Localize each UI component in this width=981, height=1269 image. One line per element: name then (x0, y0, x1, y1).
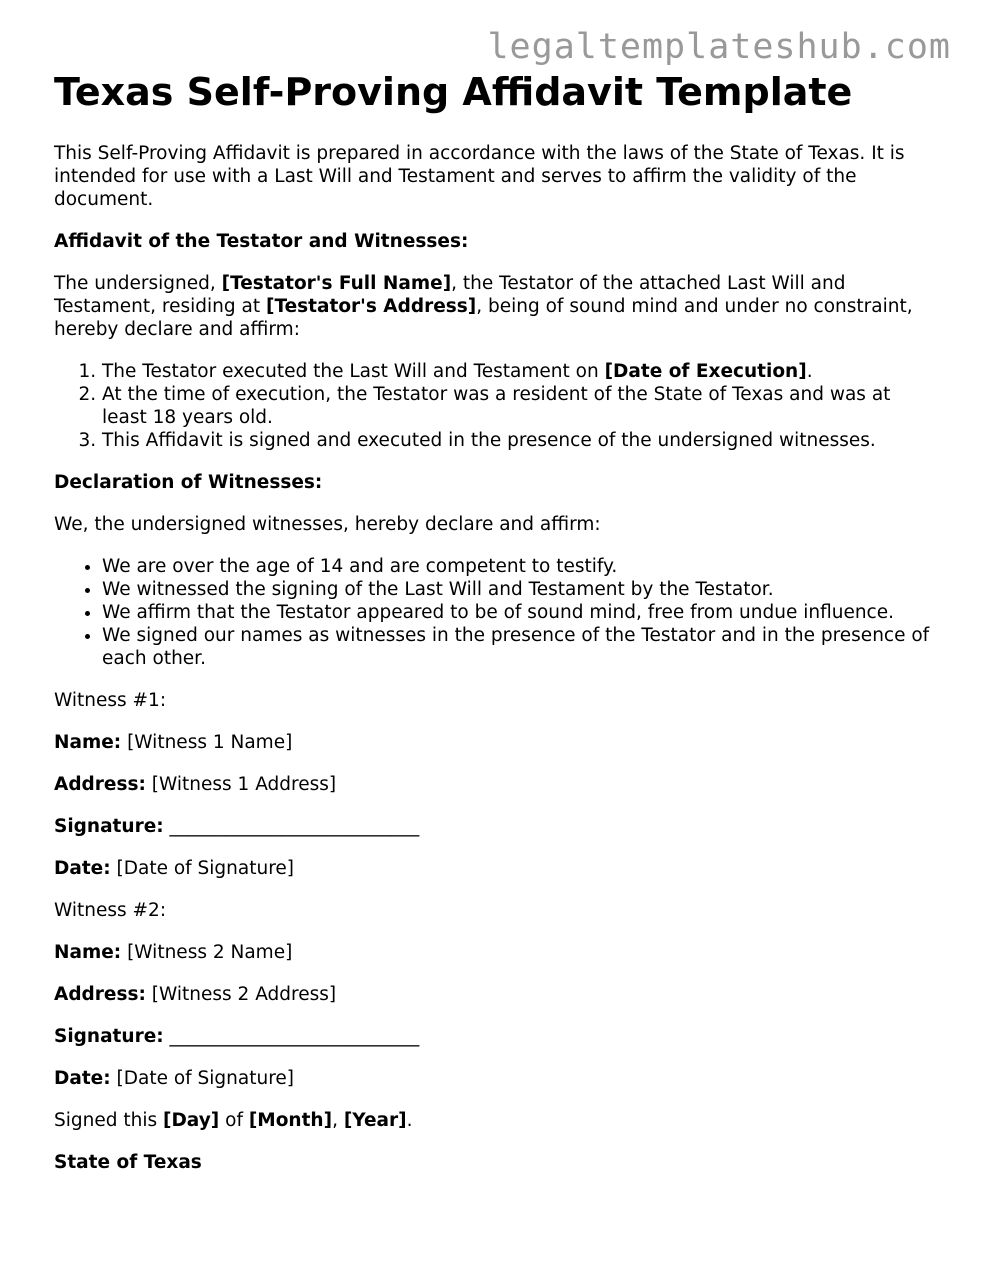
year-placeholder: [Year] (343, 1110, 407, 1131)
date-of-execution-placeholder: [Date of Execution] (604, 361, 807, 382)
affidavit-heading: Affidavit of the Testator and Witnesses: (54, 231, 469, 252)
witness-2-date-label: Date: (54, 1068, 111, 1089)
witnesses-bullet-1: • We are over the age of 14 and are competent to testify. (102, 555, 934, 578)
witness-1-address-value: [Witness 1 Address] (145, 774, 337, 795)
witness-1-name-value: [Witness 1 Name] (121, 732, 293, 753)
witness-1-date-value: [Date of Signature] (110, 858, 295, 879)
document-page (54, 70, 934, 1193)
affidavit-item-3: 3. This Affidavit is signed and executed in the presence of the undersigned witnesses. (102, 429, 934, 452)
affidavit-item-1-text: The Testator executed the Last Will and Testament on (102, 361, 605, 382)
witness-1-label: Witness #1: (54, 690, 167, 711)
signed-line (54, 1109, 934, 1132)
testator-address-placeholder: [Testator's Address] (265, 296, 477, 317)
witnesses-bullet-2: • We witnessed the signing of the Last Will and Testament by the Testator. (102, 578, 934, 601)
signed-of: of (219, 1110, 249, 1131)
witness-2-name-label: Name: (54, 942, 122, 963)
signed-prefix: Signed this (54, 1110, 163, 1131)
witness-1-address-label: Address: (54, 774, 146, 795)
witness-2-address (54, 983, 934, 1006)
witness-1-name (54, 731, 934, 754)
affidavit-text-1: The undersigned, (54, 273, 222, 294)
witnesses-bullet-4: • We signed our names as witnesses in the presence of the Testator and in the presence of each other. (102, 624, 934, 670)
witness-2-address-label: Address: (54, 984, 146, 1005)
witness-2-date (54, 1067, 934, 1090)
witness-2-date-value: [Date of Signature] (110, 1068, 295, 1089)
affidavit-paragraph (54, 272, 934, 341)
witness-2-signature-label: Signature: (54, 1026, 164, 1047)
affidavit-list (54, 360, 934, 452)
witness-1-signature-line: ___________________________ (163, 816, 420, 837)
witnesses-heading: Declaration of Witnesses: (54, 472, 323, 493)
witness-2-label: Witness #2: (54, 900, 167, 921)
witness-1-signature (54, 815, 934, 838)
witness-2-address-value: [Witness 2 Address] (145, 984, 337, 1005)
testator-name-placeholder: [Testator's Full Name] (221, 273, 452, 294)
affidavit-item-2: 2. At the time of execution, the Testator was a resident of the State of Texas and was at least 18 years old. (102, 383, 934, 429)
affidavit-text-3: , being of sound mind and under no constraint, hereby declare and affirm: (54, 296, 913, 340)
page-title: Texas Self-Proving Affidavit Template (54, 70, 853, 114)
witness-1-date (54, 857, 934, 880)
witness-2-name-value: [Witness 2 Name] (121, 942, 293, 963)
witness-1-signature-label: Signature: (54, 816, 164, 837)
intro-paragraph: This Self-Proving Affidavit is prepared in accordance with the laws of the State of Texas. It is intended for use with a Last Will and Testament and serves to affirm the validity of the document. (54, 143, 905, 210)
witness-1-name-label: Name: (54, 732, 122, 753)
witnesses-bullet-3: • We affirm that the Testator appeared to be of sound mind, free from undue influence. (102, 601, 934, 624)
watermark: legaltemplateshub.com (487, 27, 951, 67)
signed-comma: , (332, 1110, 344, 1131)
day-placeholder: [Day] (163, 1110, 220, 1131)
affidavit-text-2: , the Testator of the attached Last Will and Testament, residing at (54, 273, 846, 317)
witnesses-intro: We, the undersigned witnesses, hereby declare and affirm: (54, 514, 601, 535)
affidavit-item-1 (102, 360, 934, 383)
witness-2-name (54, 941, 934, 964)
witness-2-signature (54, 1025, 934, 1048)
signed-end: . (406, 1110, 413, 1131)
witness-1-date-label: Date: (54, 858, 111, 879)
witness-2-signature-line: ___________________________ (163, 1026, 420, 1047)
month-placeholder: [Month] (248, 1110, 333, 1131)
witnesses-list (54, 555, 934, 670)
state-of-texas: State of Texas (54, 1152, 202, 1173)
affidavit-item-1-end: . (806, 361, 813, 382)
witness-1-address (54, 773, 934, 796)
